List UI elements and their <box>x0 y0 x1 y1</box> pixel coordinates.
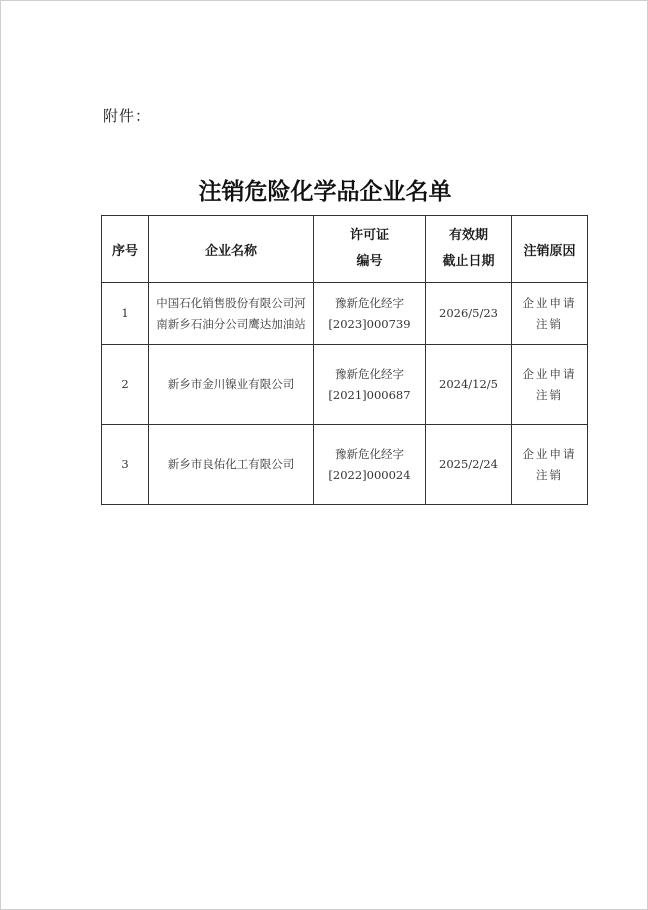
table-row <box>102 345 588 425</box>
cancellation-table <box>101 215 588 505</box>
cell-seq: 3 <box>102 425 149 505</box>
header-license-line1: 许可证 <box>349 228 389 243</box>
table-header-row <box>102 216 588 283</box>
document-title: 注销危险化学品企业名单 <box>198 178 452 205</box>
cell-seq: 1 <box>102 283 149 345</box>
cell-license: 豫新危化经字 [2021]000687 <box>314 345 426 425</box>
header-seq: 序号 <box>102 216 149 283</box>
header-license <box>314 216 426 283</box>
header-expiry-line1: 有效期 <box>448 228 488 243</box>
header-expiry-line2: 截止日期 <box>442 254 495 269</box>
attachment-label: 附件： <box>103 107 152 125</box>
table-row <box>102 283 588 345</box>
cell-reason: 企业申请 注销 <box>512 425 588 505</box>
cell-license: 豫新危化经字 [2022]000024 <box>314 425 426 505</box>
header-license-line2: 编号 <box>356 254 383 269</box>
header-expiry <box>426 216 512 283</box>
header-reason: 注销原因 <box>512 216 588 283</box>
cell-company: 新乡市金川镍业有限公司 <box>149 345 314 425</box>
header-company: 企业名称 <box>149 216 314 283</box>
cell-reason: 企业申请 注销 <box>512 345 588 425</box>
cell-seq: 2 <box>102 345 149 425</box>
cell-reason: 企业申请 注销 <box>512 283 588 345</box>
cell-company: 新乡市良佑化工有限公司 <box>149 425 314 505</box>
table-row <box>102 425 588 505</box>
cell-company: 中国石化销售股份有限公司河 南新乡石油分公司鹰达加油站 <box>149 283 314 345</box>
cell-expiry: 2026/5/23 <box>426 283 512 345</box>
cell-expiry: 2024/12/5 <box>426 345 512 425</box>
cell-expiry: 2025/2/24 <box>426 425 512 505</box>
cell-license: 豫新危化经字 [2023]000739 <box>314 283 426 345</box>
